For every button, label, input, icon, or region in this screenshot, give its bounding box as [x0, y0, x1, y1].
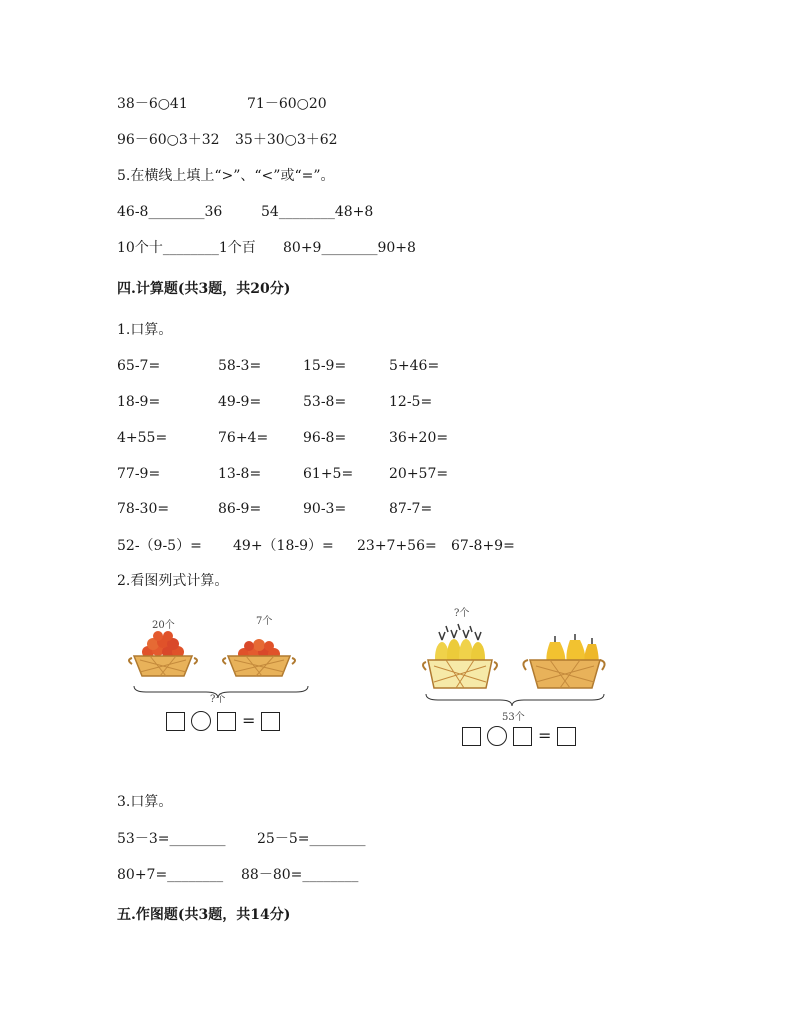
- grid-cell: 20+57=: [389, 466, 449, 482]
- equals-sign: =: [538, 726, 552, 745]
- grid-cell: 36+20=: [389, 430, 449, 446]
- label-20: 20个: [152, 620, 175, 631]
- grid-cell: 86-9=: [218, 501, 262, 517]
- basket-right-net: [523, 660, 604, 688]
- compare-item: 71－60○20: [247, 96, 327, 112]
- grid-cell: 5+46=: [389, 358, 440, 374]
- answer-box[interactable]: [462, 727, 481, 746]
- label-total: ?个: [210, 694, 226, 705]
- grid-cell: 76+4=: [218, 430, 269, 446]
- calc-item: 49+（18-9）=: [233, 538, 334, 554]
- calc-item: 67-8+9=: [451, 538, 515, 554]
- calc-item: 52-（9-5）=: [117, 538, 202, 554]
- grid-cell: 4+55=: [117, 430, 168, 446]
- fruit-baskets-illustration: [420, 614, 620, 714]
- fill-item: 80+9________90+8: [283, 240, 416, 256]
- q3-title: 3.口算。: [117, 794, 173, 810]
- grid-cell: 87-7=: [389, 501, 433, 517]
- answer-box[interactable]: [217, 712, 236, 731]
- q1-title: 1.口算。: [117, 322, 173, 338]
- grid-cell: 78-30=: [117, 501, 170, 517]
- brace: [426, 694, 604, 706]
- calc-item: 23+7+56=: [357, 538, 437, 554]
- fill-item: 80+7=________: [117, 867, 224, 883]
- operator-circle[interactable]: [191, 711, 211, 731]
- grid-cell: 49-9=: [218, 394, 262, 410]
- grid-cell: 12-5=: [389, 394, 433, 410]
- figure-fruit-baskets: [420, 602, 620, 752]
- fill-item: 10个十________1个百: [117, 240, 256, 256]
- grid-cell: 53-8=: [303, 394, 347, 410]
- operator-circle[interactable]: [487, 726, 507, 746]
- tomato-pile-left: [142, 631, 184, 658]
- grid-cell: 96-8=: [303, 430, 347, 446]
- grid-cell: 61+5=: [303, 466, 354, 482]
- figure-tomato-baskets: [126, 610, 326, 735]
- grid-cell: 90-3=: [303, 501, 347, 517]
- answer-box[interactable]: [513, 727, 532, 746]
- label-53: 53个: [502, 712, 525, 723]
- answer-box[interactable]: [261, 712, 280, 731]
- basket-right: [223, 656, 295, 676]
- grid-cell: 58-3=: [218, 358, 262, 374]
- tomato-baskets-illustration: [126, 622, 326, 712]
- compare-item: 35＋30○3＋62: [235, 132, 338, 148]
- fill-item: 53－3=________: [117, 831, 226, 847]
- answer-box[interactable]: [166, 712, 185, 731]
- basket-left: [129, 656, 197, 676]
- section-5-title: 五.作图题(共3题，共14分): [117, 907, 291, 923]
- equals-sign: =: [242, 711, 256, 730]
- equation-boxes-right: [462, 726, 576, 746]
- equation-boxes-left: [166, 711, 280, 731]
- grid-cell: 65-7=: [117, 358, 161, 374]
- answer-box[interactable]: [557, 727, 576, 746]
- label-unknown: ?个: [454, 608, 470, 619]
- label-7: 7个: [256, 616, 273, 627]
- grid-cell: 77-9=: [117, 466, 161, 482]
- fill-item: 54________48+8: [261, 204, 374, 220]
- grid-cell: 18-9=: [117, 394, 161, 410]
- compare-item: 38－6○41: [117, 96, 188, 112]
- compare-item: 96－60○3＋32: [117, 132, 220, 148]
- fill-item: 88－80=________: [241, 867, 359, 883]
- basket-left-net: [423, 660, 497, 688]
- grid-cell: 13-8=: [218, 466, 262, 482]
- fill-item: 46-8________36: [117, 204, 223, 220]
- q2-title: 2.看图列式计算。: [117, 573, 229, 589]
- grid-cell: 15-9=: [303, 358, 347, 374]
- q5-title: 5.在横线上填上“>”、“<”或“=”。: [117, 168, 335, 184]
- fill-item: 25－5=________: [257, 831, 366, 847]
- section-4-title: 四.计算题(共3题，共20分): [117, 281, 291, 297]
